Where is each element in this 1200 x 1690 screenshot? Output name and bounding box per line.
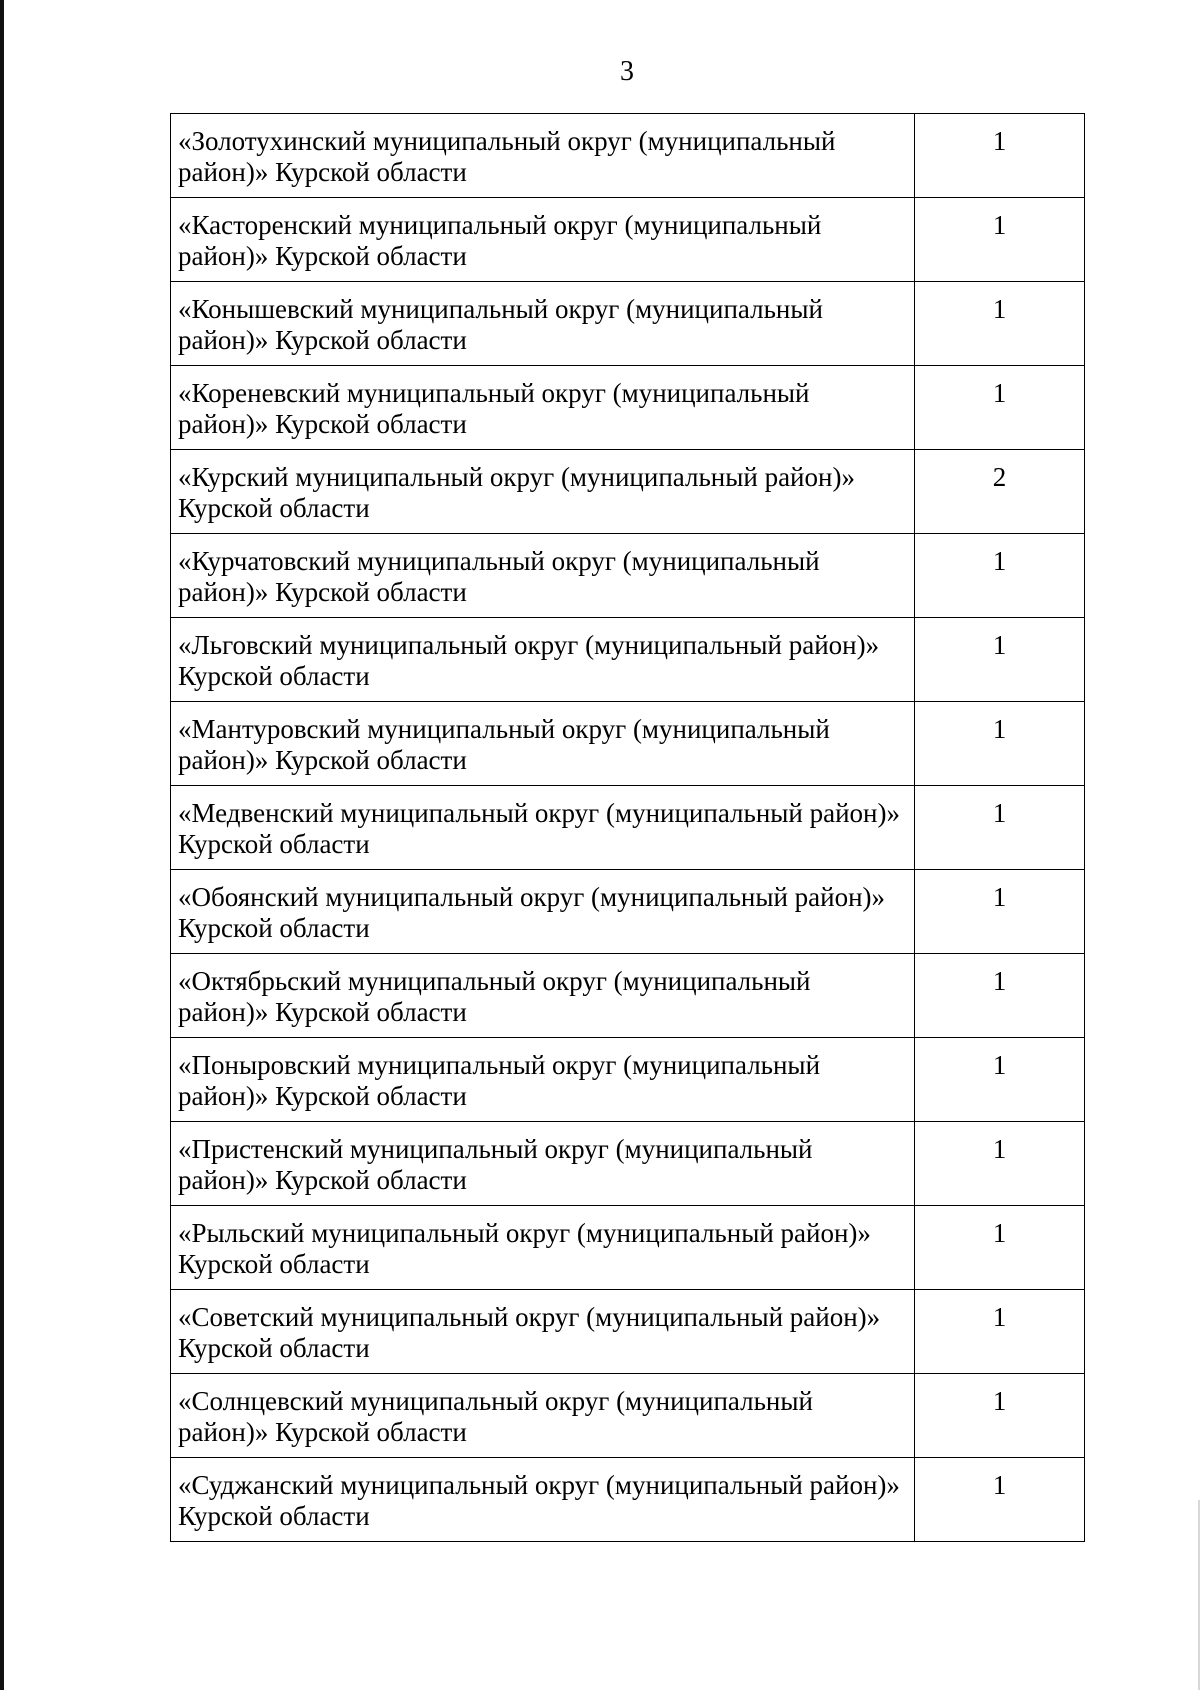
district-count: 1	[992, 1386, 1007, 1416]
table-row	[171, 534, 1085, 618]
table-row	[171, 282, 1085, 366]
district-count-cell	[915, 282, 1085, 366]
district-name-cell	[171, 702, 915, 786]
district-name-cell	[171, 1038, 915, 1122]
district-name-cell	[171, 786, 915, 870]
table-row	[171, 954, 1085, 1038]
district-count-cell	[915, 1122, 1085, 1206]
table-row	[171, 198, 1085, 282]
district-name: «Суджанский муниципальный округ (муниципальный район)» Курской области	[178, 1470, 900, 1531]
district-count: 1	[992, 882, 1007, 912]
district-count-cell	[915, 534, 1085, 618]
district-name: «Касторенский муниципальный округ (муниципальный район)» Курской области	[178, 210, 822, 271]
district-name-cell	[171, 954, 915, 1038]
district-count: 1	[992, 1302, 1007, 1332]
district-count-cell	[915, 198, 1085, 282]
district-count: 1	[992, 630, 1007, 660]
district-name-cell	[171, 1458, 915, 1542]
district-name: «Рыльский муниципальный округ (муниципальный район)» Курской области	[178, 1218, 871, 1279]
district-count-cell	[915, 618, 1085, 702]
district-count-cell	[915, 1038, 1085, 1122]
table-row	[171, 1122, 1085, 1206]
district-name: «Мантуровский муниципальный округ (муниципальный район)» Курской области	[178, 714, 830, 775]
table-row	[171, 1374, 1085, 1458]
district-count: 1	[992, 966, 1007, 996]
district-count-cell	[915, 1374, 1085, 1458]
district-name-cell	[171, 198, 915, 282]
district-count-cell	[915, 1290, 1085, 1374]
district-count-cell	[915, 870, 1085, 954]
district-name: «Солнцевский муниципальный округ (муниципальный район)» Курской области	[178, 1386, 813, 1447]
table-row	[171, 618, 1085, 702]
district-name: «Льговский муниципальный округ (муниципальный район)» Курской области	[178, 630, 880, 691]
table-row	[171, 702, 1085, 786]
district-count: 1	[992, 546, 1007, 576]
district-name: «Медвенский муниципальный округ (муниципальный район)» Курской области	[178, 798, 900, 859]
district-count: 1	[992, 1134, 1007, 1164]
district-count: 1	[992, 1218, 1007, 1248]
district-name: «Кореневский муниципальный округ (муниципальный район)» Курской области	[178, 378, 810, 439]
table-body	[171, 114, 1085, 1542]
district-count: 1	[992, 294, 1007, 324]
district-name-cell	[171, 618, 915, 702]
table-row	[171, 1290, 1085, 1374]
scan-edge-left	[0, 0, 4, 1690]
district-count-cell	[915, 786, 1085, 870]
district-count-cell	[915, 954, 1085, 1038]
district-name-cell	[171, 1206, 915, 1290]
table-row	[171, 786, 1085, 870]
district-name: «Поныровский муниципальный округ (муниципальный район)» Курской области	[178, 1050, 821, 1111]
district-count-cell	[915, 366, 1085, 450]
district-name: «Обоянский муниципальный округ (муниципальный район)» Курской области	[178, 882, 886, 943]
district-name-cell	[171, 450, 915, 534]
district-name: «Золотухинский муниципальный округ (муниципальный район)» Курской области	[178, 126, 836, 187]
district-name-cell	[171, 366, 915, 450]
district-name-cell	[171, 114, 915, 198]
district-count-cell	[915, 702, 1085, 786]
district-name-cell	[171, 1290, 915, 1374]
district-count: 1	[992, 798, 1007, 828]
table-row	[171, 114, 1085, 198]
district-count: 1	[992, 1050, 1007, 1080]
district-name: «Курский муниципальный округ (муниципальный район)» Курской области	[178, 462, 855, 523]
district-count: 1	[992, 714, 1007, 744]
district-count: 2	[992, 462, 1007, 492]
district-name: «Конышевский муниципальный округ (муниципальный район)» Курской области	[178, 294, 823, 355]
district-count-cell	[915, 1206, 1085, 1290]
municipal-districts-table	[170, 113, 1085, 1542]
district-name: «Советский муниципальный округ (муниципальный район)» Курской области	[178, 1302, 881, 1363]
district-name: «Пристенский муниципальный округ (муниципальный район)» Курской области	[178, 1134, 813, 1195]
district-count: 1	[992, 126, 1007, 156]
table-row	[171, 870, 1085, 954]
district-count-cell	[915, 1458, 1085, 1542]
page-number: 3	[620, 56, 634, 87]
table-row	[171, 366, 1085, 450]
district-name-cell	[171, 870, 915, 954]
district-name-cell	[171, 1374, 915, 1458]
district-name: «Курчатовский муниципальный округ (муниципальный район)» Курской области	[178, 546, 820, 607]
district-name-cell	[171, 282, 915, 366]
table-row	[171, 450, 1085, 534]
district-count-cell	[915, 114, 1085, 198]
district-count: 1	[992, 378, 1007, 408]
district-count-cell	[915, 450, 1085, 534]
table-row	[171, 1458, 1085, 1542]
district-count: 1	[992, 1470, 1007, 1500]
table-row	[171, 1206, 1085, 1290]
table-row	[171, 1038, 1085, 1122]
district-name-cell	[171, 534, 915, 618]
district-name-cell	[171, 1122, 915, 1206]
district-name: «Октябрьский муниципальный округ (муниципальный район)» Курской области	[178, 966, 811, 1027]
district-count: 1	[992, 210, 1007, 240]
